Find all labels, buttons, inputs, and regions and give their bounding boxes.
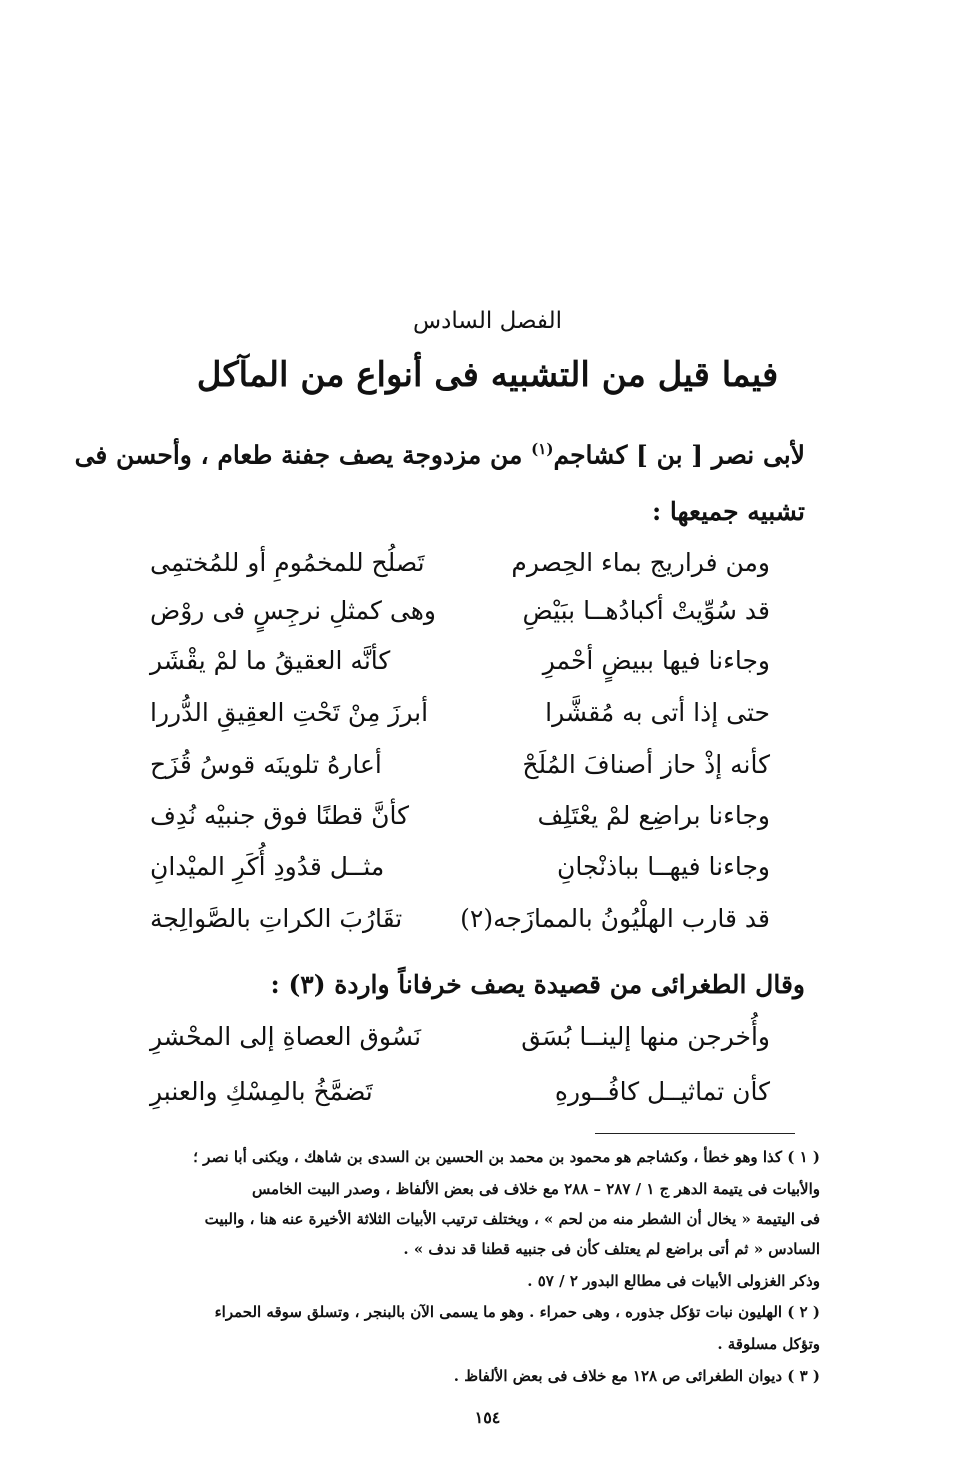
- verse-second-hemistich: تَصلُح للمخمُومِ أو للمُختمِى: [150, 548, 425, 577]
- verse-first-hemistich: وجاءنا براضِع لمْ يعْتَلِف: [537, 801, 770, 830]
- intro-paragraph-line-1: [74, 440, 805, 470]
- verse-row: [150, 698, 770, 746]
- footnote-line: وذكر الغزولى الأبيات فى مطالع البدور ٢ / ٥٧ .: [527, 1272, 820, 1290]
- verse-second-hemistich: كأنَّ قطنًا فوق جنبيْه نُدِف: [150, 801, 410, 830]
- verse-row: [150, 750, 770, 798]
- footnote-line: السادس « ثم أتى براضع لم يعتلف كأن فى جنبيه قطنا قد ندف » .: [403, 1240, 820, 1258]
- chapter-heading: الفصل السادس: [413, 308, 562, 334]
- verse-row: [150, 801, 770, 849]
- footnote-separator: [595, 1133, 795, 1134]
- verse-row: [150, 852, 770, 900]
- verse-first-hemistich: ومن فراريج بماء الحِصرم: [511, 548, 770, 577]
- verse-first-hemistich: حتى إذا أتى به مُقشَّرا: [545, 698, 770, 727]
- footnote-line: فى اليتيمة « يخال أن الشطر منه من لحم » ، ويختلف ترتيب الأبيات الثلاثة الأخيرة عنه هنا ، والبيت: [204, 1210, 820, 1228]
- verse-second-hemistich: كأنَّه العقيقُ ما لمْ يقْشَر: [150, 646, 391, 675]
- verse-first-hemistich: كأن تماثيــل كافُــورهِ: [554, 1077, 770, 1106]
- verse-first-hemistich: وجاءنا فيها ببيضٍ أحْمرِ: [542, 646, 770, 675]
- footnote-line: ( ٣ ) ديوان الطغرائى ص ١٢٨ مع خلاف فى بعض الألفاظ .: [453, 1367, 820, 1385]
- verse-row: [150, 904, 770, 952]
- intro-text: من مزدوجة يصف جفنة طعام ، وأحسن فى: [74, 440, 532, 470]
- verse-second-hemistich: أعارهُ تلوينَه قوسُ قُزَح: [150, 750, 382, 779]
- footnote-line: ( ١ ) كذا وهو خطأ ، وكشاجم هو محمود بن محمد بن الحسين بن السدى بن شاهك ، ويكنى أبا نصر ؛: [193, 1148, 820, 1166]
- verse-row: [150, 596, 770, 644]
- verse-row: [150, 1077, 770, 1125]
- verse-first-hemistich: قد سُوِّيتْ أكبادُهــا ببَيْضِ: [522, 596, 770, 625]
- footnote-marker-1: (١): [531, 440, 554, 458]
- footnote-line: ( ٢ ) الهليون نبات تؤكل جذوره ، وهى حمراء . وهو ما يسمى الآن بالبنجر ، وتسلق سوقه الحمراء: [214, 1303, 820, 1321]
- section-title: فيما قيل من التشبيه فى أنواع من المآكل: [196, 355, 779, 395]
- verse-second-hemistich: نَسُوق العصاةِ إلى المحْشرِ: [150, 1022, 422, 1051]
- verse-second-hemistich: أبرزَ مِنْ تَحْتِ العقِيقِ الدُّررا: [150, 698, 429, 727]
- verse-row: [150, 646, 770, 694]
- intro-paragraph-line-2: تشبيه جميعها :: [651, 497, 805, 526]
- verse-second-hemistich: مثــل قدُودِ أُكَرِ الميْدانِ: [150, 852, 385, 881]
- verse-row: [150, 548, 770, 596]
- verse-second-hemistich: تقَارُبَ الكراتِ بالصَّوالِجة: [150, 904, 403, 933]
- page-number: ١٥٤: [474, 1408, 501, 1427]
- verse-first-hemistich: وجاءنا فيهــا بباذنْجانِ: [557, 852, 770, 881]
- intro-text: لأبى نصر [ بن ] كشاجم: [553, 440, 805, 470]
- verse-row: [150, 1022, 770, 1070]
- verse-second-hemistich: وهى كمثلِ نرجِسٍ فى روْض: [150, 596, 436, 625]
- intro-paragraph-2: وقال الطغرائى من قصيدة يصف خرفاناً واردة (٣) :: [270, 970, 805, 999]
- verse-first-hemistich: قد قارب الهلْيُونُ بالممازَجه(٢): [460, 904, 770, 933]
- verse-first-hemistich: كأنه إذْ حاز أصنافَ المُلَحْ: [522, 750, 770, 779]
- footnote-line: والأبيات فى يتيمة الدهر ج ١ / ٢٨٧ – ٢٨٨ مع خلاف فى بعض الألفاظ ، وصدر البيت الخامس: [251, 1180, 820, 1198]
- footnote-line: وتؤكل مسلوقة .: [717, 1335, 820, 1353]
- verse-first-hemistich: وأُخرجن منها إلينــا بُسَق: [521, 1022, 770, 1051]
- verse-second-hemistich: تَضمَّخُ بالمِسْكِ والعنبرِ: [150, 1077, 373, 1106]
